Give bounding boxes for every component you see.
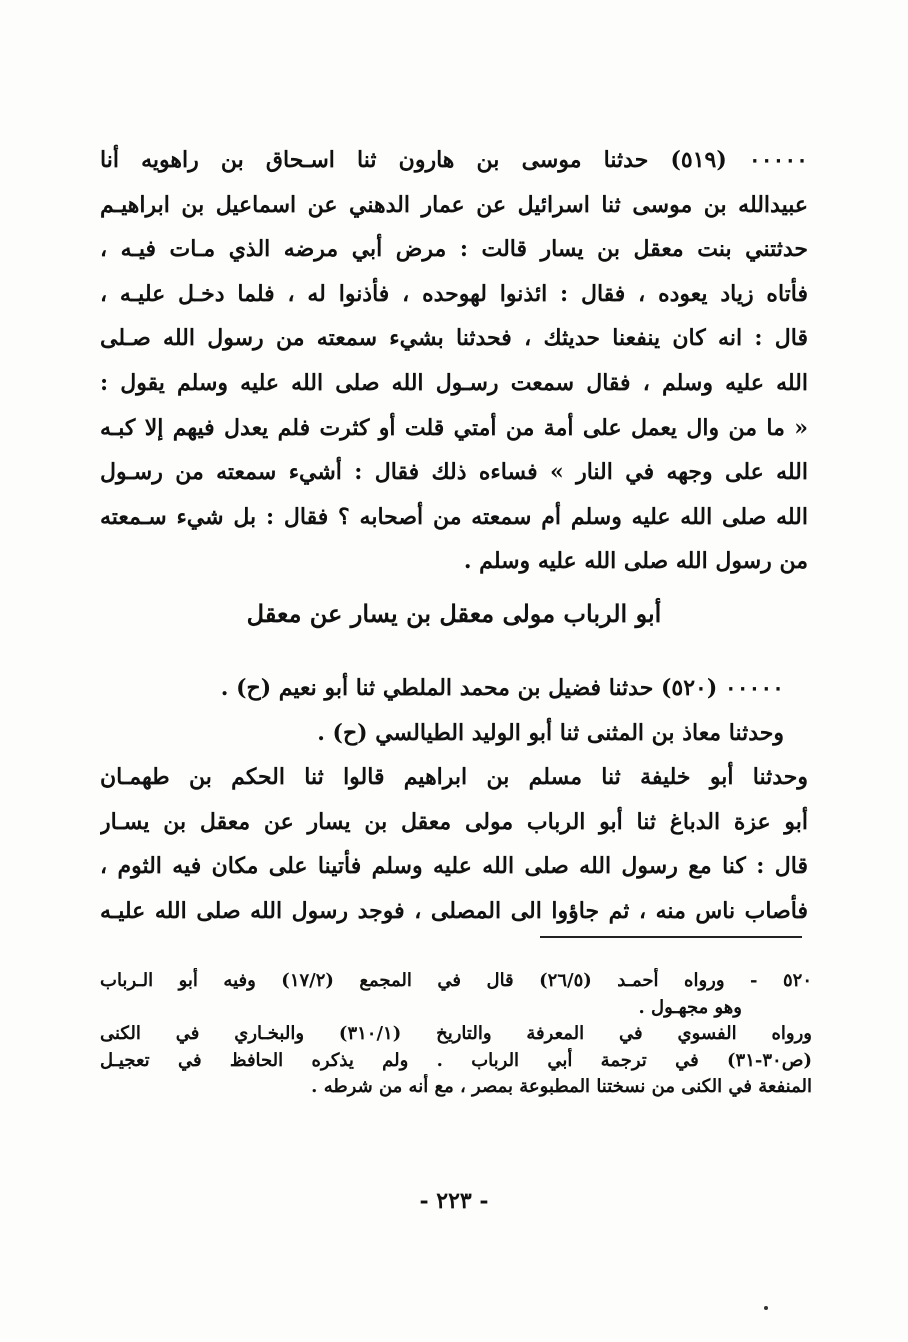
text-line: ٠٠٠٠٠ (٥٢٠) حدثنا فضيل بن محمد الملطي ثنا أبو نعيم (ح) . <box>220 675 784 701</box>
text-line: « ما من وال يعمل على أمة من أمتي قلت أو كثرت فلم يعدل فيهم إلا كبـه <box>100 414 808 441</box>
footnote-divider <box>540 936 802 938</box>
footnote-line: ورواه الفسوي في المعرفة والتاريخ (٣١٠/١) والبخـاري في الكنى <box>100 1023 812 1045</box>
text-line: قال : انه كان ينفعنا حديثك ، فحدثنا بشيء سمعته من رسول الله صـلى <box>100 325 808 352</box>
page-number: - ٢٢٣ - <box>419 1188 489 1214</box>
text-line: فأصاب ناس منه ، ثم جاؤوا الى المصلى ، فوجد رسول الله صلى الله عليـه <box>100 897 808 924</box>
text-line: قال : كنا مع رسول الله صلى الله عليه وسلم فأتينا على مكان فيه الثوم ، <box>100 853 808 880</box>
footnote-line: (ص٣٠-٣١) في ترجمة أبي الرباب . ولم يذكره الحافظ في تعجيـل <box>100 1049 812 1071</box>
footnote-line: ٥٢٠ - ورواه أحمـد (٢٦/٥) قال في المجمع (١٧/٢) وفيه أبو الـرباب <box>100 970 812 991</box>
text-line: من رسول الله صلى الله عليه وسلم . <box>463 548 808 575</box>
hadith-519-paragraph <box>100 138 808 584</box>
text-line: الله صلى الله عليه وسلم أم سمعته من أصحابه ؟ فقال : بل شيء سـمعته <box>100 503 808 530</box>
text-line: الله عليه وسلم ، فقال سمعت رسـول الله صلى الله عليه وسلم يقول : <box>100 369 808 396</box>
text-line: أبو عزة الدباغ ثنا أبو الرباب مولى معقل بن يسار عن معقل بن يسـار <box>100 808 808 835</box>
text-line: ٠٠٠٠٠ (٥١٩) حدثنا موسى بن هارون ثنا اسـحاق بن راهويه أنا <box>100 147 808 173</box>
print-speck <box>764 1306 768 1310</box>
footnotes-section <box>100 968 812 1101</box>
footnote-line: وهو مجهـول . <box>638 996 742 1018</box>
text-line: فأتاه زياد يعوده ، فقال : ائذنوا لهوحده ، فأذنوا له ، فلما دخـل عليـه ، <box>100 280 808 307</box>
hadith-520-paragraph <box>100 666 808 934</box>
text-line: وحدثنا أبو خليفة ثنا مسلم بن ابراهيم قالوا ثنا الحكم بن طهمـان <box>100 764 808 791</box>
text-line: وحدثنا معاذ بن المثنى ثنا أبو الوليد الطيالسي (ح) . <box>317 719 784 746</box>
text-line: حدثتني بنت معقل بن يسار قالت : مرض أبي مرضه الذي مـات فيـه ، <box>100 236 808 263</box>
footnote-line: المنفعة في الكنى من نسختنا المطبوعة بمصر ، مع أنه من شرطه . <box>311 1076 812 1098</box>
section-heading: أبو الرباب مولى معقل بن يسار عن معقل <box>246 599 662 628</box>
text-line: عبيدالله بن موسى ثنا اسرائيل عن عمار الدهني عن اسماعيل بن ابراهيـم <box>100 191 808 218</box>
text-line: الله على وجهه في النار » فساءه ذلك فقال : أشيء سمعته من رسـول <box>100 459 808 486</box>
